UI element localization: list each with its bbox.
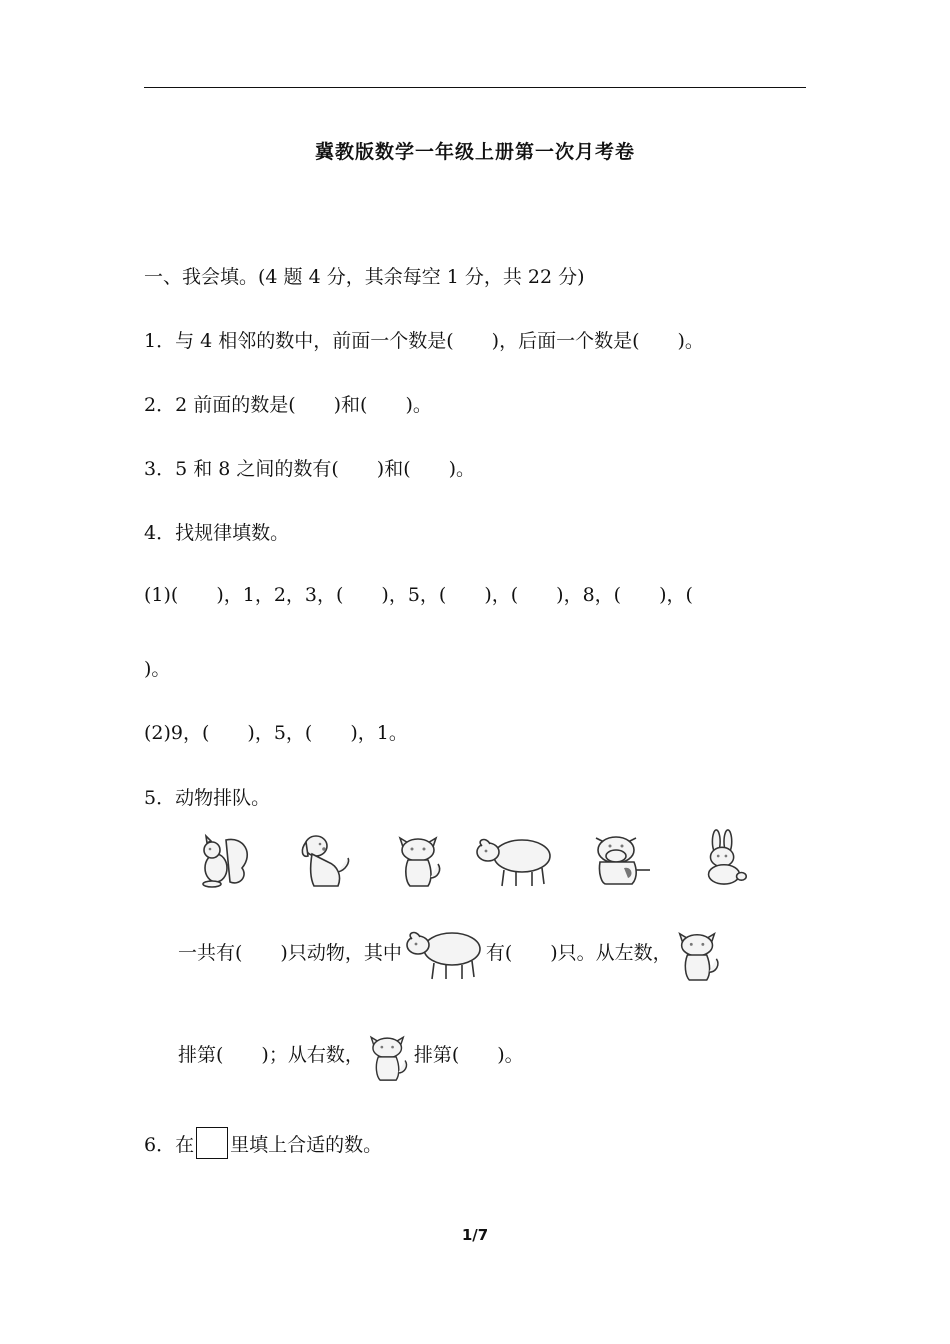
question-1: 1．与 4 相邻的数中，前面一个数是( )，后面一个数是( )。 [144, 330, 704, 352]
question-4-part2: (2)9，( )，5，( )，1。 [144, 722, 408, 744]
question-5-label: 5．动物排队。 [144, 787, 271, 809]
question-5-line2-text-a: 排第( )；从右数， [178, 1044, 364, 1066]
question-5-line1-text-b: 有( )只。从左数， [485, 942, 672, 964]
sheep-icon [472, 832, 556, 890]
answer-box-icon [196, 1127, 228, 1159]
sheep-icon [402, 923, 486, 985]
question-6-prefix: 6．在 [144, 1134, 195, 1156]
cat-icon [364, 1025, 414, 1087]
page-number: 1/7 [461, 1226, 489, 1244]
cat-icon [672, 923, 726, 985]
rabbit-icon [696, 828, 752, 886]
question-5-line2-text-b: 排第( )。 [413, 1044, 524, 1066]
page-title: 冀教版数学一年级上册第一次月考卷 [314, 141, 635, 163]
section-heading: 一、我会填。(4 题 4 分，其余每空 1 分，共 22 分) [144, 266, 585, 288]
question-6-suffix: 里填上合适的数。 [230, 1134, 383, 1156]
cat-icon [392, 830, 448, 888]
dog-icon [298, 832, 354, 890]
question-5-line2 [178, 1024, 524, 1087]
squirrel-icon [196, 832, 252, 890]
cow-icon [588, 828, 658, 886]
question-4-label: 4．找规律填数。 [144, 522, 290, 544]
question-6 [144, 1127, 382, 1159]
question-2: 2．2 前面的数是( )和( )。 [144, 394, 432, 416]
header-rule [144, 87, 806, 88]
question-4-part1-line1: (1)( )，1，2，3，( )，5，( )，( )，8，( )，( [144, 584, 693, 606]
question-5-line1-text-a: 一共有( )只动物，其中 [178, 942, 402, 964]
question-3: 3．5 和 8 之间的数有( )和( )。 [144, 458, 476, 480]
question-5-line1 [178, 922, 726, 985]
question-4-part1-line2: )。 [144, 658, 171, 680]
